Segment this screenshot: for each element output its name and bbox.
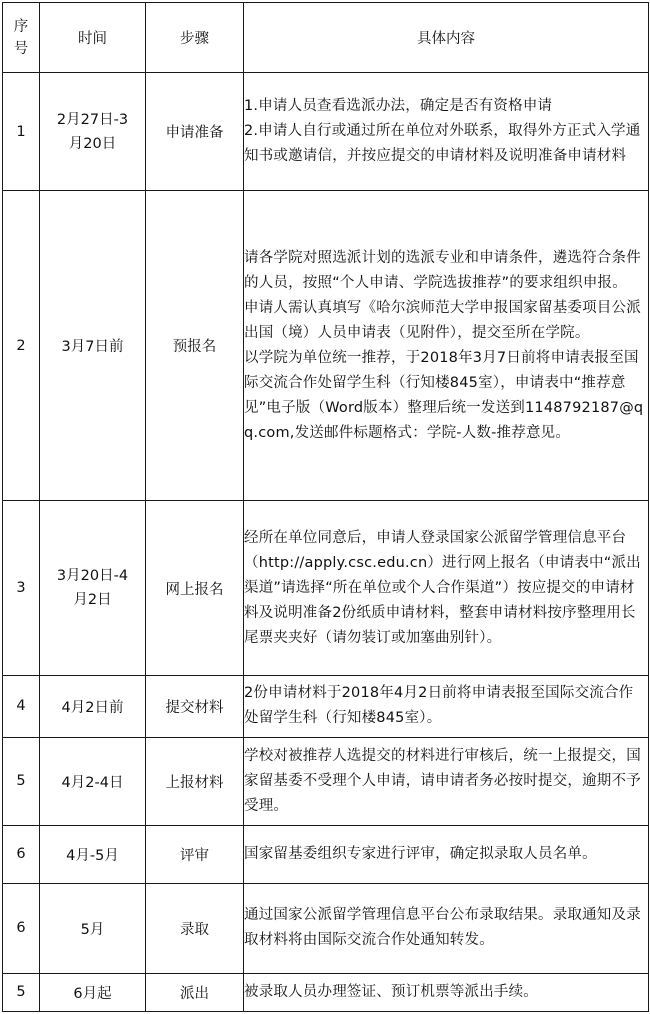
row-step: 上报材料 bbox=[146, 737, 244, 825]
row-time: 4月-5月 bbox=[40, 825, 146, 883]
table-row bbox=[3, 825, 649, 883]
table-row bbox=[3, 73, 649, 191]
header-step: 步骤 bbox=[146, 3, 244, 73]
header-seq bbox=[3, 3, 40, 73]
row-time: 6月起 bbox=[40, 973, 146, 1011]
header-seq-label: 序号 bbox=[13, 18, 29, 57]
content-line: 学校对被推荐人选提交的材料进行审核后，统一上报提交，国家留基委不受理个人申请，请申请者务必按时提交，逾期不予受理。 bbox=[244, 747, 641, 814]
row-content bbox=[244, 191, 649, 501]
row-step: 录取 bbox=[146, 883, 244, 973]
row-time-text: 3月20日-4月2日 bbox=[56, 568, 129, 609]
row-step: 申请准备 bbox=[146, 73, 244, 191]
table-row bbox=[3, 675, 649, 737]
row-seq: 1 bbox=[3, 73, 40, 191]
row-content bbox=[244, 883, 649, 973]
header-time: 时间 bbox=[40, 3, 146, 73]
table-row bbox=[3, 501, 649, 675]
content-line: 1.申请人员查看选派办法，确定是否有资格申请 bbox=[244, 98, 553, 115]
row-seq: 5 bbox=[3, 973, 40, 1011]
row-step: 网上报名 bbox=[146, 501, 244, 675]
header-row bbox=[3, 3, 649, 73]
row-time-text: 2月27日-3月20日 bbox=[56, 111, 129, 152]
row-content bbox=[244, 675, 649, 737]
header-content: 具体内容 bbox=[244, 3, 649, 73]
table-row bbox=[3, 737, 649, 825]
content-line: 国家留基委组织专家进行评审，确定拟录取人员名单。 bbox=[244, 845, 597, 862]
row-step: 提交材料 bbox=[146, 675, 244, 737]
row-seq: 5 bbox=[3, 737, 40, 825]
row-seq: 6 bbox=[3, 883, 40, 973]
content-line: 被录取人员办理签证、预订机票等派出手续。 bbox=[244, 983, 538, 1000]
row-time bbox=[40, 501, 146, 675]
row-seq: 6 bbox=[3, 825, 40, 883]
row-seq: 3 bbox=[3, 501, 40, 675]
content-line: 申请人需认真填写《哈尔滨师范大学申报国家留基委项目公派出国（境）人员申请表（见附件），提交至所在学院。 bbox=[244, 299, 641, 341]
row-step: 评审 bbox=[146, 825, 244, 883]
row-time: 4月2-4日 bbox=[40, 737, 146, 825]
table-row bbox=[3, 883, 649, 973]
content-line: 以学院为单位统一推荐，于2018年3月7日前将申请表报至国际交流合作处留学生科（行知楼845室），申请表中“推荐意见”电子版（Word版本）整理后统一发送到1148792187@qq.com,发送邮件标题格式：学院-人数-推荐意见。 bbox=[244, 349, 644, 441]
row-content bbox=[244, 825, 649, 883]
row-time bbox=[40, 73, 146, 191]
row-content bbox=[244, 501, 649, 675]
content-line: 经所在单位同意后，申请人登录国家公派留学管理信息平台（http://apply.csc.edu.cn）进行网上报名（申请表中“派出渠道”请选择“所在单位或个人合作渠道”）按应提交的申请材料及说明准备2份纸质申请材料，整套申请材料按序整理用长尾票夹夹好（请勿装订或加塞曲别针）。 bbox=[244, 529, 641, 646]
row-content bbox=[244, 737, 649, 825]
row-step: 派出 bbox=[146, 973, 244, 1011]
row-content bbox=[244, 73, 649, 191]
schedule-table bbox=[2, 2, 649, 1012]
content-line: 通过国家公派留学管理信息平台公布录取结果。录取通知及录取材料将由国际交流合作处通知转发。 bbox=[244, 907, 641, 949]
content-line: 2份申请材料于2018年4月2日前将申请表报至国际交流合作处留学生科（行知楼845室）。 bbox=[244, 685, 634, 727]
content-line: 2.申请人自行或通过所在单位对外联系，取得外方正式入学通知书或邀请信，并按应提交的申请材料及说明准备申请材料 bbox=[244, 123, 641, 165]
row-step: 预报名 bbox=[146, 191, 244, 501]
table-row bbox=[3, 191, 649, 501]
row-time: 4月2日前 bbox=[40, 675, 146, 737]
row-content bbox=[244, 973, 649, 1011]
row-time: 5月 bbox=[40, 883, 146, 973]
row-seq: 2 bbox=[3, 191, 40, 501]
row-seq: 4 bbox=[3, 675, 40, 737]
table-row bbox=[3, 973, 649, 1011]
content-line: 请各学院对照选派计划的选派专业和申请条件，遴选符合条件的人员，按照“个人申请、学院选拔推荐”的要求组织申报。 bbox=[244, 249, 641, 291]
row-time: 3月7日前 bbox=[40, 191, 146, 501]
